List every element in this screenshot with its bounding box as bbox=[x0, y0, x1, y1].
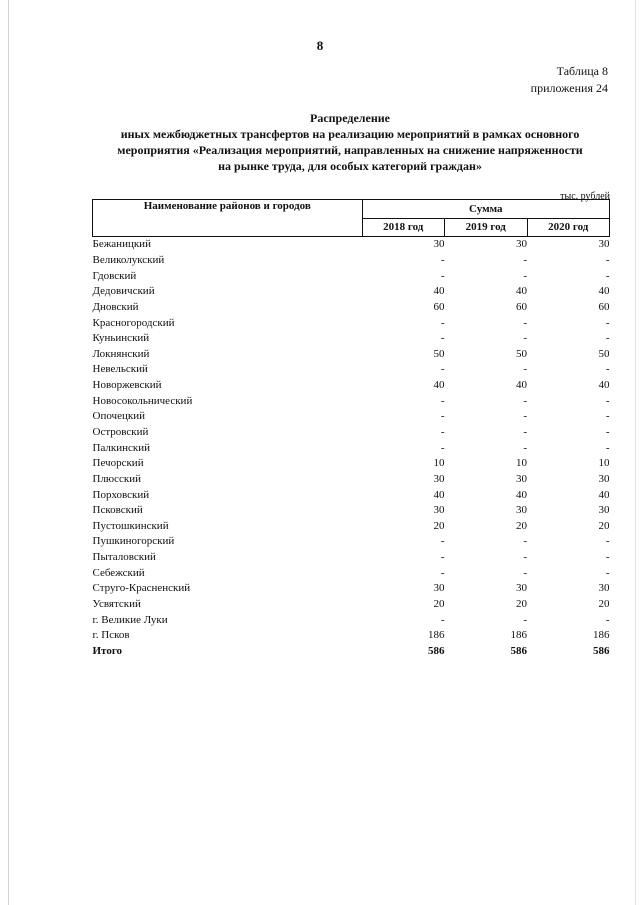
table-reference bbox=[531, 63, 608, 97]
row-value-2020: - bbox=[605, 394, 610, 407]
row-value-2019: 30 bbox=[516, 472, 527, 485]
table-row bbox=[93, 393, 610, 409]
row-value-2019: - bbox=[523, 253, 527, 266]
row-value-2020: - bbox=[605, 566, 610, 579]
row-value-2020: - bbox=[605, 332, 610, 345]
row-name: Великолукский bbox=[92, 253, 165, 266]
table-row bbox=[93, 300, 610, 316]
row-value-2020: - bbox=[605, 253, 610, 266]
row-name: Дновский bbox=[92, 300, 139, 313]
row-value-2020: - bbox=[605, 316, 610, 329]
row-name: Невельский bbox=[92, 363, 148, 376]
row-name: Пустошкинский bbox=[92, 519, 169, 532]
table-row bbox=[93, 612, 610, 628]
row-value-2018: 30 bbox=[433, 582, 445, 595]
row-value-2018: 30 bbox=[433, 504, 445, 517]
row-name: Красногородский bbox=[92, 316, 175, 329]
row-name: Гдовский bbox=[92, 269, 137, 282]
table-row bbox=[93, 503, 610, 519]
table-row bbox=[93, 487, 610, 503]
row-name: Себежский bbox=[92, 566, 145, 579]
row-name: Усвятский bbox=[92, 598, 141, 611]
row-value-2018: - bbox=[440, 363, 445, 376]
row-value-2018: 20 bbox=[433, 519, 445, 532]
row-value-2020: 586 bbox=[593, 644, 610, 657]
row-value-2020: 60 bbox=[598, 300, 610, 313]
row-value-2019: - bbox=[523, 332, 527, 345]
row-value-2019: - bbox=[523, 410, 527, 423]
row-name: Новоржевский bbox=[92, 379, 162, 392]
row-value-2019: - bbox=[523, 535, 527, 548]
row-value-2020: 40 bbox=[598, 285, 610, 298]
table-row bbox=[93, 456, 610, 472]
table-row bbox=[93, 534, 610, 550]
row-value-2020: 30 bbox=[598, 582, 610, 595]
row-value-2020: 30 bbox=[598, 238, 610, 251]
table-row bbox=[93, 378, 610, 394]
row-value-2020: - bbox=[605, 269, 610, 282]
row-value-2020: - bbox=[605, 363, 610, 376]
table-row bbox=[93, 440, 610, 456]
row-value-2019: - bbox=[523, 613, 527, 626]
row-value-2018: - bbox=[440, 410, 445, 423]
row-value-2020: - bbox=[605, 551, 610, 564]
header-year-2019: 2019 год bbox=[445, 218, 527, 237]
header-sum: Сумма bbox=[362, 200, 609, 219]
title-line3: мероприятия «Реализация мероприятий, направленных на снижение напряженности bbox=[117, 143, 583, 157]
row-value-2018: 40 bbox=[433, 285, 445, 298]
row-value-2019: - bbox=[523, 363, 527, 376]
title-line2: иных межбюджетных трансфертов на реализацию мероприятий в рамках основного bbox=[120, 127, 580, 141]
table-row bbox=[93, 519, 610, 535]
row-name: Опочецкий bbox=[92, 410, 145, 423]
row-value-2020: 10 bbox=[598, 457, 610, 470]
row-value-2020: 40 bbox=[598, 379, 610, 392]
row-value-2020: - bbox=[605, 410, 610, 423]
row-value-2018: 40 bbox=[433, 488, 445, 501]
row-value-2019: - bbox=[523, 566, 527, 579]
row-name: Пушкиногорский bbox=[92, 535, 175, 548]
table-row bbox=[93, 237, 610, 253]
row-value-2018: - bbox=[440, 394, 445, 407]
row-name: Куньинский bbox=[92, 332, 150, 345]
row-value-2018: - bbox=[440, 551, 445, 564]
row-name: Струго-Красненский bbox=[92, 582, 191, 595]
table-row bbox=[93, 628, 610, 644]
row-value-2019: 30 bbox=[516, 504, 527, 517]
row-value-2020: - bbox=[605, 426, 610, 438]
table-row-total bbox=[93, 644, 610, 660]
row-name: Печорский bbox=[92, 457, 144, 470]
row-value-2020: 186 bbox=[593, 629, 610, 642]
table-row bbox=[93, 315, 610, 331]
table-row bbox=[93, 581, 610, 597]
row-value-2019: - bbox=[523, 551, 527, 564]
row-value-2020: 50 bbox=[598, 347, 610, 360]
row-value-2019: 30 bbox=[516, 238, 527, 251]
row-value-2018: 30 bbox=[433, 472, 445, 485]
row-value-2018: 40 bbox=[433, 379, 445, 392]
table-row bbox=[93, 362, 610, 378]
row-value-2018: - bbox=[440, 253, 445, 266]
header-name: Наименование районов и городов bbox=[93, 200, 363, 237]
row-name: Палкинский bbox=[92, 441, 151, 454]
row-value-2020: 20 bbox=[598, 519, 610, 532]
row-value-2019: - bbox=[523, 394, 527, 407]
row-value-2018: - bbox=[440, 535, 445, 548]
row-name: Плюсский bbox=[92, 472, 142, 485]
scan-edge-right bbox=[635, 0, 636, 905]
row-value-2018: 30 bbox=[433, 238, 445, 251]
row-name: г. Псков bbox=[92, 629, 130, 642]
table-row bbox=[93, 425, 610, 441]
table-row bbox=[93, 565, 610, 581]
header-year-2018: 2018 год bbox=[362, 218, 444, 237]
title-line1: Распределение bbox=[309, 111, 391, 125]
row-name: Порховский bbox=[92, 488, 150, 501]
table-row bbox=[93, 346, 610, 362]
row-value-2020: 30 bbox=[598, 504, 610, 517]
row-name: Дедовичский bbox=[92, 285, 155, 298]
row-value-2018: 186 bbox=[428, 629, 445, 642]
row-value-2018: - bbox=[440, 441, 445, 454]
row-value-2020: - bbox=[605, 535, 610, 548]
row-name: г. Великие Луки bbox=[92, 613, 168, 626]
row-value-2018: 586 bbox=[428, 644, 445, 657]
document-title bbox=[80, 110, 620, 174]
row-name: Локнянский bbox=[92, 347, 150, 360]
table-row bbox=[93, 253, 610, 269]
row-value-2019: - bbox=[523, 316, 527, 329]
row-value-2019: 10 bbox=[516, 457, 527, 470]
row-value-2019: 20 bbox=[516, 598, 527, 611]
row-value-2019: 586 bbox=[510, 644, 527, 657]
row-value-2018: - bbox=[440, 566, 445, 579]
table-row bbox=[93, 597, 610, 613]
row-value-2018: 60 bbox=[433, 300, 445, 313]
distribution-table bbox=[92, 199, 610, 659]
row-value-2018: - bbox=[440, 316, 445, 329]
row-name: Итого bbox=[92, 644, 123, 657]
row-value-2020: 40 bbox=[598, 488, 610, 501]
row-value-2020: 30 bbox=[598, 472, 610, 485]
row-value-2019: - bbox=[523, 426, 527, 438]
title-line4: на рынке труда, для особых категорий граждан» bbox=[218, 159, 482, 173]
row-value-2019: 30 bbox=[516, 582, 527, 595]
row-value-2019: 20 bbox=[516, 519, 527, 532]
row-value-2019: 50 bbox=[516, 347, 527, 360]
row-value-2019: 40 bbox=[516, 488, 527, 501]
scan-edge-left bbox=[8, 0, 9, 905]
table-row bbox=[93, 331, 610, 347]
table-body bbox=[93, 237, 610, 660]
row-value-2018: - bbox=[440, 613, 445, 626]
row-value-2018: - bbox=[440, 269, 445, 282]
row-name: Бежаницкий bbox=[92, 238, 151, 251]
table-row bbox=[93, 284, 610, 300]
row-name: Пыталовский bbox=[92, 551, 156, 564]
row-value-2018: 20 bbox=[433, 598, 445, 611]
table-row bbox=[93, 268, 610, 284]
page-number: 8 bbox=[316, 38, 324, 53]
row-name: Псковский bbox=[92, 504, 143, 517]
row-name: Новосокольнический bbox=[92, 394, 193, 407]
table-row bbox=[93, 550, 610, 566]
row-value-2020: - bbox=[605, 441, 610, 454]
table-row bbox=[93, 472, 610, 488]
row-name: Островский bbox=[92, 426, 149, 438]
row-value-2019: 40 bbox=[516, 379, 527, 392]
row-value-2018: 10 bbox=[433, 457, 445, 470]
row-value-2019: - bbox=[523, 269, 527, 282]
row-value-2018: - bbox=[440, 426, 445, 438]
row-value-2020: 20 bbox=[598, 598, 610, 611]
row-value-2020: - bbox=[605, 613, 610, 626]
units-label: тыс. рублей bbox=[560, 191, 610, 202]
row-value-2019: 60 bbox=[516, 300, 527, 313]
table-reference-line1: Таблица 8 bbox=[556, 64, 608, 78]
table-reference-line2: приложения 24 bbox=[530, 81, 608, 95]
row-value-2019: 40 bbox=[516, 285, 527, 298]
table-row bbox=[93, 409, 610, 425]
row-value-2018: - bbox=[440, 332, 445, 345]
row-value-2019: 186 bbox=[510, 629, 527, 642]
row-value-2019: - bbox=[523, 441, 527, 454]
header-year-2020: 2020 год bbox=[527, 218, 610, 237]
row-value-2018: 50 bbox=[433, 347, 445, 360]
